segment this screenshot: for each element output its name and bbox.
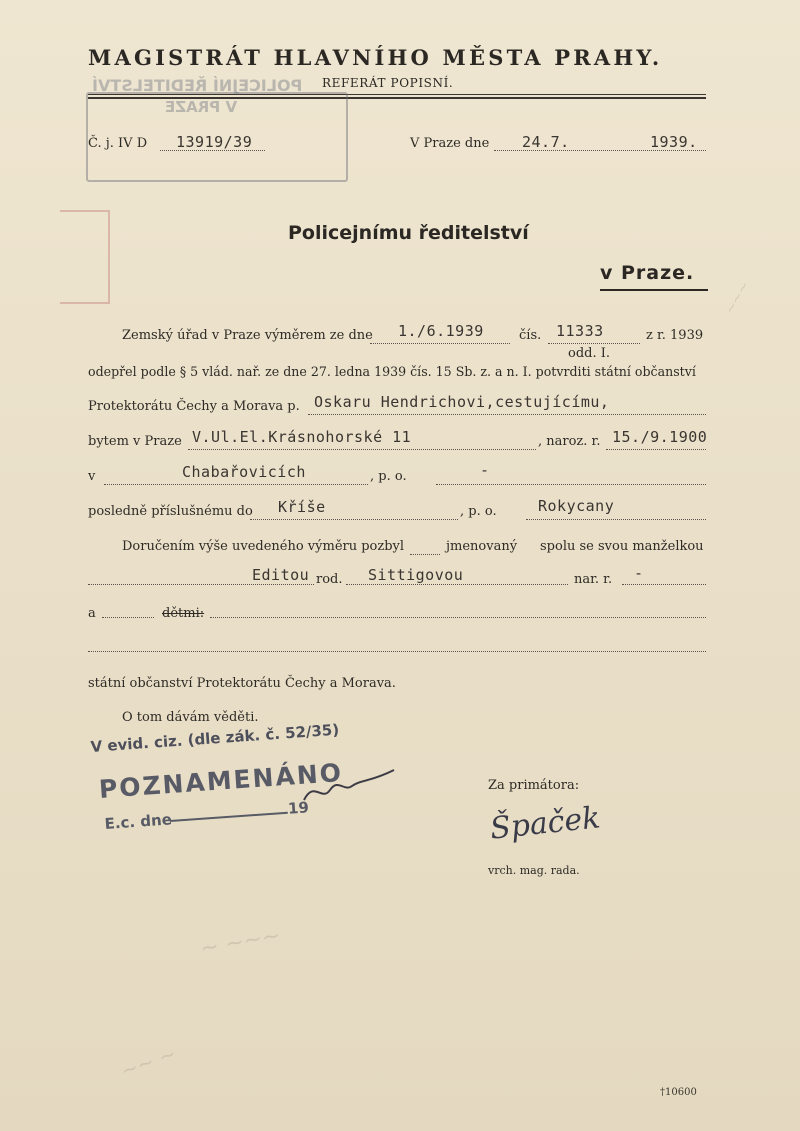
faint-handwriting: ~~~ xyxy=(721,278,754,318)
body-text: O tom dávám věděti. xyxy=(122,710,259,725)
body-text: státní občanství Protektorátu Čechy a Morava. xyxy=(88,676,396,691)
initials-scribble xyxy=(300,762,400,810)
dotline xyxy=(548,343,640,344)
addressee-underline xyxy=(600,289,708,291)
date-label: V Praze dne xyxy=(410,136,490,151)
dotline xyxy=(104,484,368,485)
body-text: Zemský úřad v Praze výměrem ze dne xyxy=(122,328,373,343)
body-text: jmenovaný xyxy=(446,539,518,554)
addressee-line2: v Praze. xyxy=(600,262,695,284)
evidence-stamp-year: 19 xyxy=(287,798,310,818)
v-label: v xyxy=(88,469,96,484)
faint-handwriting: ~ ~~~ xyxy=(198,923,283,962)
dotline xyxy=(606,449,706,450)
stamp-ghost-text: POLICEJNÍ ŘEDITELSTVÍ xyxy=(92,76,303,95)
ref-dotline xyxy=(160,150,265,151)
nar-value: - xyxy=(634,564,644,582)
nar-label: nar. r. xyxy=(574,572,613,587)
decree-date: 1./6.1939 xyxy=(398,322,484,340)
dotline xyxy=(210,617,706,618)
signature-role: vrch. mag. rada. xyxy=(488,864,580,877)
stamp-ghost-text: V PRAZE xyxy=(165,98,238,116)
last-label: posledně příslušnému do xyxy=(88,504,253,519)
evidence-stamp-line1: V evid. ciz. (dle zák. č. 52/35) xyxy=(90,720,340,756)
person-name: Oskaru Hendrichovi,cestujícímu, xyxy=(314,393,610,411)
dotline xyxy=(308,414,706,415)
dotline xyxy=(88,584,314,585)
evidence-stamp-date-line xyxy=(170,812,288,822)
signature-name: Špaček xyxy=(488,800,602,847)
po-label: , p. o. xyxy=(460,504,497,519)
residence-label: bytem v Praze xyxy=(88,434,182,449)
evidence-stamp-main: POZNAMENÁNO xyxy=(98,757,344,804)
dotline xyxy=(622,584,706,585)
form-number: †10600 xyxy=(660,1087,697,1098)
page-title: MAGISTRÁT HLAVNÍHO MĚSTA PRAHY. xyxy=(88,45,663,70)
birthplace-value: Chabařovicích xyxy=(182,463,306,481)
cis-label: čís. xyxy=(519,328,542,343)
year-label: z r. 1939 xyxy=(646,328,704,343)
signature-for: Za primátora: xyxy=(488,778,580,793)
born-value: 15./9.1900 xyxy=(612,428,708,446)
body-text: Doručením výše uvedeného výměru pozbyl xyxy=(122,539,405,554)
evidence-stamp-date-label: E.c. dne xyxy=(104,810,173,833)
department-subtitle: REFERÁT POPISNÍ. xyxy=(322,76,454,90)
dotline xyxy=(526,519,706,520)
body-text: odepřel podle § 5 vlád. nař. ze dne 27. ledna 1939 čís. 15 Sb. z. a n. I. potvrditi státní občanství xyxy=(88,364,696,379)
dotline xyxy=(346,584,568,585)
po-label: , p. o. xyxy=(370,469,407,484)
po-value: Rokycany xyxy=(538,497,615,515)
ref-label: Č. j. IV D xyxy=(88,136,148,151)
last-place: Kříše xyxy=(278,498,326,516)
wife-maiden-name: Sittigovou xyxy=(368,566,464,584)
body-text: spolu se svou manželkou xyxy=(540,539,704,554)
ref-number: 13919/39 xyxy=(176,133,253,151)
dotline xyxy=(436,484,706,485)
dotline xyxy=(188,449,536,450)
dotline xyxy=(410,554,440,555)
a-label: a xyxy=(88,606,96,621)
dept-label: odd. I. xyxy=(568,346,611,361)
dotline xyxy=(370,343,510,344)
wife-name: Editou xyxy=(252,566,310,584)
born-label: , naroz. r. xyxy=(538,434,601,449)
dotline xyxy=(88,651,706,652)
residence-value: V.Ul.El.Krásnohorské 11 xyxy=(192,428,412,446)
body-text: Protektorátu Čechy a Morava p. xyxy=(88,399,300,414)
red-stamp-fragment xyxy=(60,210,110,304)
decree-number: 11333 xyxy=(556,322,604,340)
dotline xyxy=(102,617,154,618)
rod-label: rod. xyxy=(316,572,343,587)
faint-handwriting: ~~ ~ xyxy=(117,1041,180,1083)
addressee-line1: Policejnímu ředitelství xyxy=(288,222,529,244)
dotline xyxy=(250,519,458,520)
date-year: 1939. xyxy=(650,133,698,151)
date-value: 24.7. xyxy=(522,133,570,151)
children-struck: dětmi: xyxy=(162,606,205,621)
po-value: - xyxy=(480,461,490,479)
